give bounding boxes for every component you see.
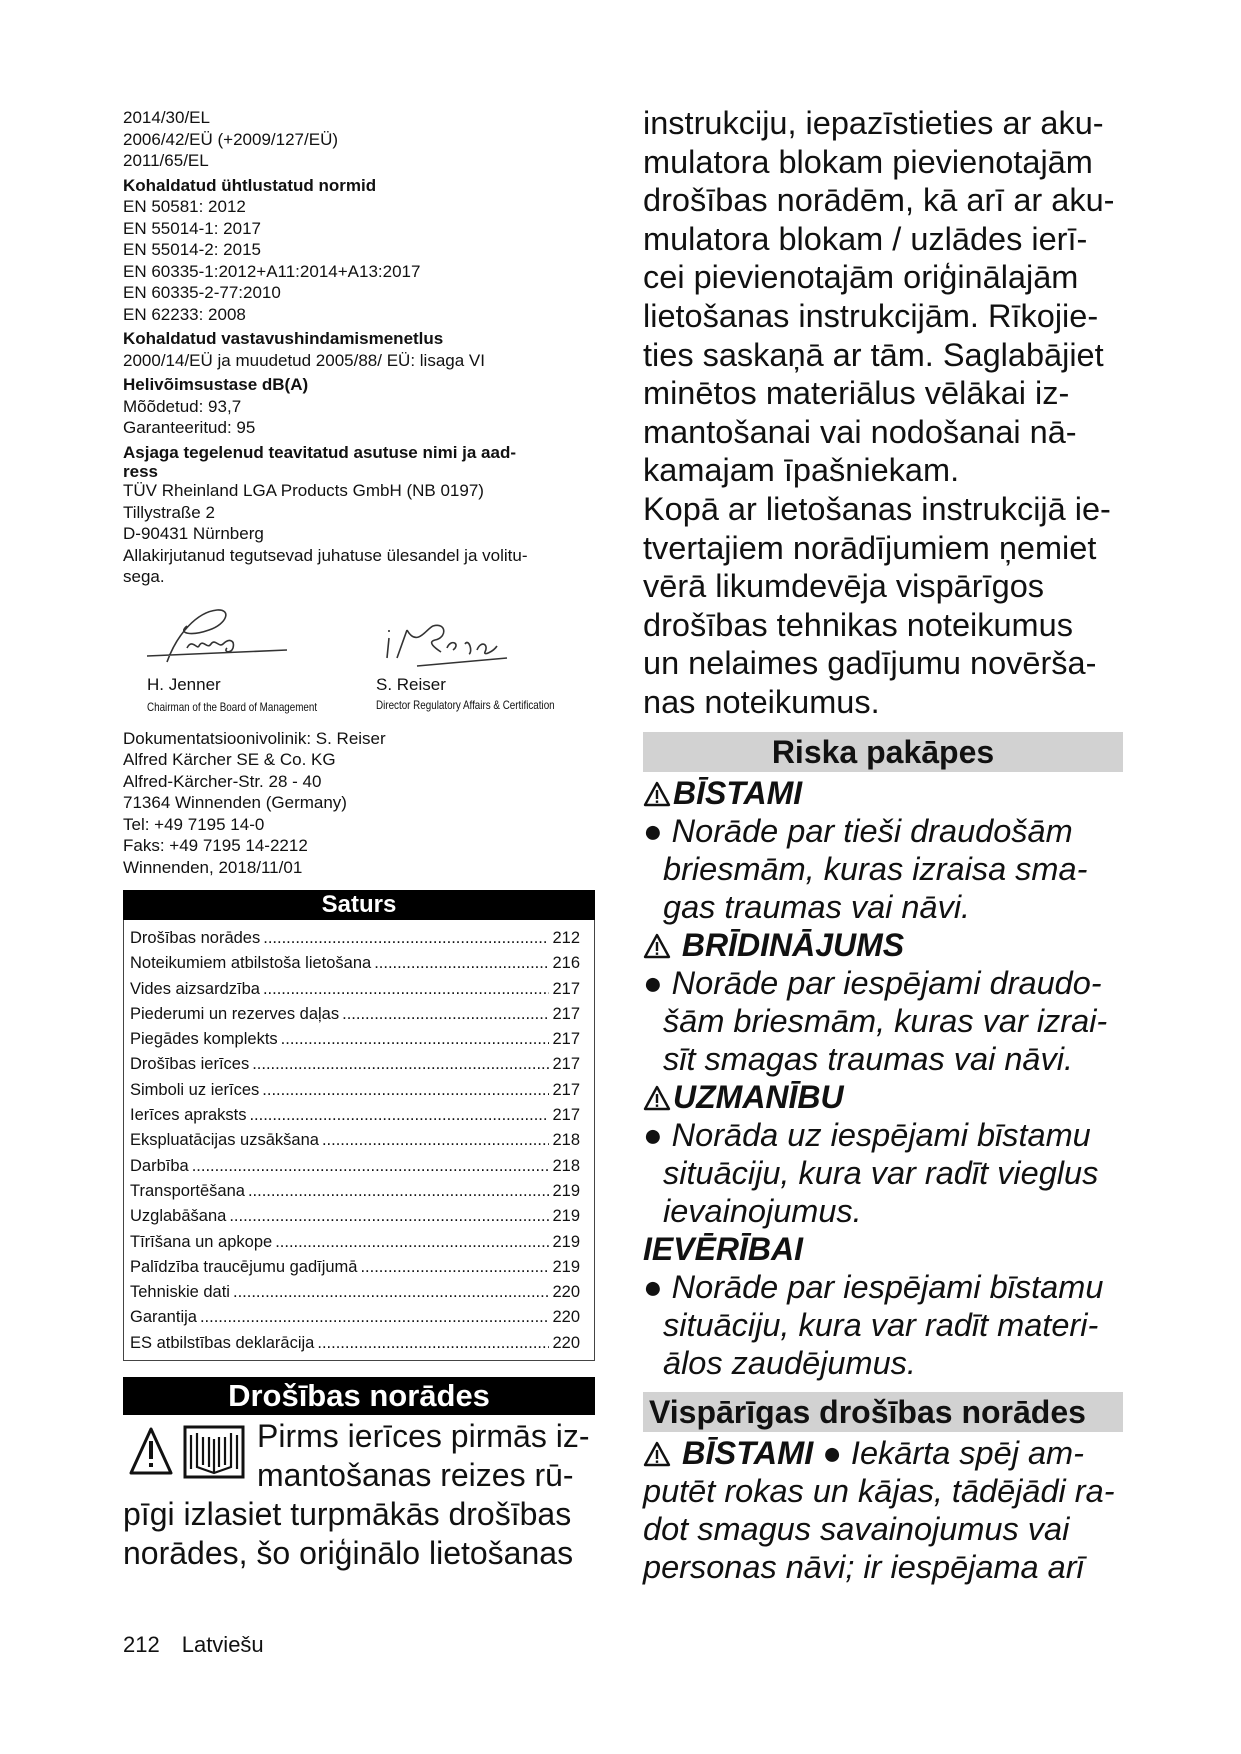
toc-item-title: Simboli uz ierīces [130, 1080, 260, 1099]
toc-item-title: Piederumi un rezerves daļas [130, 1004, 340, 1023]
level-line: gas traumas vai nāvi. [663, 888, 971, 925]
toc-item-title: Noteikumiem atbilstoša lietošana [130, 954, 372, 973]
directive-line: 2014/30/EL [123, 108, 210, 127]
toc-item-title: Drošības norādes [130, 929, 261, 947]
toc-item[interactable] [130, 1052, 580, 1077]
toc-item[interactable] [130, 1204, 580, 1229]
contact-line: Winnenden, 2018/11/01 [123, 857, 303, 877]
toc-item-page: 218 [552, 1156, 580, 1175]
warning-triangle-icon [643, 1441, 671, 1467]
safety-intro-line: norādes, šo oriģinālo lietošanas [123, 1535, 574, 1572]
signatory-name: S. Reiser [376, 674, 446, 694]
toc-item-page: 217 [552, 1055, 580, 1074]
intro-line: lietošanas instrukcijām. Rīkojie- [643, 297, 1099, 334]
intro-line: tvertajiem norādījumiem ņemiet [643, 529, 1097, 566]
norm-line: EN 55014-2: 2015 [123, 240, 261, 259]
norm-line: EN 60335-1:2012+A11:2014+A13:2017 [123, 261, 421, 281]
intro-line: Kopā ar lietošanas instrukcijā ie- [643, 490, 1111, 527]
toc-item-page: 220 [552, 1308, 580, 1327]
directive-line: 2011/65/EL [123, 151, 209, 170]
level-heading [643, 1230, 1133, 1268]
level-line: situāciju, kura var radīt vieglus [663, 1154, 1099, 1191]
contact-line: Dokumentatsioonivolinik: S. Reiser [123, 728, 386, 748]
contact-block [123, 728, 595, 879]
toc-item[interactable] [130, 1331, 580, 1356]
level-heading [643, 1078, 1133, 1116]
toc-item-page: 217 [552, 1004, 580, 1023]
page-number: 212 [123, 1632, 160, 1657]
toc-item[interactable] [130, 1128, 580, 1153]
signature-reiser [377, 608, 517, 674]
level-description [643, 812, 1133, 926]
body-line: D-90431 Nürnberg [123, 524, 264, 543]
noise-measured: Mõõdetud: 93,7 [123, 396, 242, 416]
toc-item[interactable] [130, 1230, 580, 1255]
signatory-name: H. Jenner [147, 674, 221, 694]
level-label: UZMANĪBU [673, 1078, 844, 1115]
toc-item[interactable] [130, 951, 580, 976]
level-line: ● Norāde par iespējami draudo- [643, 964, 1102, 1001]
directives [123, 107, 595, 172]
intro-line: ties saskaņā ar tām. Saglabājiet [643, 336, 1104, 373]
intro-line: drošības norādēm, kā arī ar aku- [643, 182, 1115, 219]
toc-list [123, 920, 595, 1361]
toc-item-page: 212 [552, 929, 580, 947]
general-line: putēt rokas un kājas, tādējādi ra- [643, 1472, 1115, 1509]
level-line: ● Norāda uz iespējami bīstamu [643, 1116, 1091, 1153]
toc-item-title: ES atbilstības deklarācija [130, 1333, 315, 1352]
intro-line: instrukciju, iepazīstieties ar aku- [643, 105, 1104, 141]
general-safety-text [643, 1434, 1133, 1586]
procedure-heading: Kohaldatud vastavushindamismenetlus [123, 329, 444, 348]
notified-body-heading-cont: ress [123, 462, 158, 481]
body-line: Allakirjutanud tegutsevad juhatuse ülesandel ja volitu- [123, 545, 528, 565]
level-line: ievainojumus. [663, 1192, 862, 1229]
notified-body-heading: Asjaga tegelenud teavitatud asutuse nimi ja aad- [123, 442, 516, 462]
toc-item-title: Ekspluatācijas uzsākšana [130, 1131, 319, 1150]
norm-line: EN 60335-2-77:2010 [123, 283, 281, 302]
level-line: ālos zaudējumus. [663, 1344, 916, 1381]
toc-item[interactable] [130, 1103, 580, 1128]
intro-line: cei pievienotajām oriģinālajām [643, 259, 1079, 296]
level-description [643, 1116, 1133, 1230]
toc-item-title: Vides aizsardzība [130, 979, 260, 998]
toc-item-page: 220 [552, 1283, 580, 1302]
contact-line: Alfred Kärcher SE & Co. KG [123, 750, 336, 769]
contact-line: 71364 Winnenden (Germany) [123, 793, 347, 812]
risk-levels-title: Riska pakāpes [643, 732, 1123, 772]
body-line: Tillystraße 2 [123, 502, 215, 522]
toc-item-page: 219 [552, 1207, 580, 1226]
toc-item[interactable] [130, 1305, 580, 1330]
level-line: situāciju, kura var radīt materi- [663, 1306, 1099, 1343]
safety-intro-line: pīgi izlasiet turpmākās drošības [123, 1496, 572, 1533]
safety-intro [123, 1417, 595, 1573]
toc-item-page: 217 [552, 1030, 580, 1049]
level-label: IEVĒRĪBAI [643, 1230, 804, 1267]
page-footer [123, 1632, 286, 1658]
intro-line: drošības tehnikas noteikumus [643, 606, 1073, 643]
level-line: ● Norāde par iespējami bīstamu [643, 1268, 1104, 1305]
toc-item-page: 216 [552, 954, 580, 973]
norm-line: EN 55014-1: 2017 [123, 218, 261, 238]
norm-line: EN 50581: 2012 [123, 197, 246, 216]
warning-read-manual-icon [129, 1425, 251, 1479]
signature-area [123, 604, 595, 724]
toc-item[interactable] [130, 1154, 580, 1179]
intro-line: mantošanai vai nodošanai nā- [643, 413, 1077, 450]
toc-item-title: Tīrīšana un apkope [130, 1232, 273, 1251]
toc-item[interactable] [130, 977, 580, 1002]
toc-item-page: 220 [552, 1333, 580, 1352]
general-safety-title: Vispārīgas drošības norādes [643, 1392, 1123, 1432]
toc-item[interactable] [130, 1078, 580, 1103]
level-heading [643, 774, 1133, 812]
toc-item-page: 219 [552, 1232, 580, 1251]
norms-heading: Kohaldatud ühtlustatud normid [123, 175, 377, 195]
toc-item[interactable] [130, 1255, 580, 1280]
toc-item[interactable] [130, 1179, 580, 1204]
contact-line: Alfred-Kärcher-Str. 28 - 40 [123, 771, 322, 791]
toc-item[interactable] [130, 1002, 580, 1027]
intro-line: vērā likumdevēja vispārīgos [643, 568, 1045, 605]
toc-item-title: Garantija [130, 1308, 197, 1327]
left-column [123, 107, 595, 1573]
toc-item-page: 217 [552, 1106, 580, 1125]
general-line: dot smagus savainojumus vai [643, 1510, 1070, 1547]
contact-line: Faks: +49 7195 14-2212 [123, 836, 308, 855]
signature-jenner [137, 604, 297, 674]
level-label: BRĪDINĀJUMS [681, 926, 905, 963]
intro-line: minētos materiālus vēlākai iz- [643, 375, 1070, 412]
intro-line: mulatora blokam / uzlādes ierī- [643, 220, 1088, 257]
section-title-safety: Drošības norādes [123, 1377, 595, 1415]
warning-triangle-icon [643, 1085, 671, 1111]
noise-guaranteed: Garanteeritud: 95 [123, 418, 256, 437]
toc-item-page: 218 [552, 1131, 580, 1150]
intro-line: nas noteikumus. [643, 683, 880, 720]
intro-text [643, 104, 1133, 722]
toc-item-page: 219 [552, 1257, 580, 1276]
toc-item-page: 217 [552, 979, 580, 998]
body-line: sega. [123, 567, 165, 586]
contact-line: Tel: +49 7195 14-0 [123, 814, 265, 834]
level-heading [643, 926, 1133, 964]
toc-item-title: Tehniskie dati [130, 1283, 230, 1302]
procedure-text: 2000/14/EÜ ja muudetud 2005/88/ EÜ: lisaga VI [123, 350, 485, 370]
toc-item[interactable] [130, 1280, 580, 1305]
signatory-role: Director Regulatory Affairs & Certification [376, 697, 555, 712]
signatory-role: Chairman of the Board of Management [147, 699, 318, 714]
warning-triangle-icon [643, 781, 671, 807]
level-line: sīt smagas traumas vai nāvi. [663, 1040, 1074, 1077]
noise-heading: Helivõimsustase dB(A) [123, 375, 309, 394]
right-column [643, 104, 1133, 1586]
level-description [643, 1268, 1133, 1382]
norm-line: EN 62233: 2008 [123, 304, 246, 324]
toc-item-title: Uzglabāšana [130, 1207, 227, 1226]
toc-title: Saturs [123, 890, 595, 920]
level-line: briesmām, kuras izraisa sma- [663, 850, 1088, 887]
general-line: ● Iekārta spēj am- [813, 1434, 1084, 1471]
body-line: TÜV Rheinland LGA Products GmbH (NB 0197) [123, 481, 484, 500]
toc-item-title: Darbība [130, 1156, 189, 1175]
intro-line: mulatora blokam pievienotajām [643, 143, 1093, 180]
general-label: BĪSTAMI [682, 1434, 814, 1471]
toc-item-title: Piegādes komplekts [130, 1030, 278, 1049]
norms-list [123, 196, 595, 325]
toc-item-title: Ierīces apraksts [130, 1106, 247, 1125]
toc-item-title: Palīdzība traucējumu gadījumā [130, 1257, 358, 1276]
level-line: ● Norāde par tieši draudošām [643, 812, 1073, 849]
level-label: BĪSTAMI [673, 774, 803, 811]
level-line: šām briesmām, kuras var izrai- [663, 1002, 1108, 1039]
toc-item-title: Transportēšana [130, 1181, 245, 1200]
general-line: personas nāvi; ir iespējama arī [643, 1548, 1084, 1585]
toc-item-title: Drošības ierīces [130, 1055, 250, 1074]
intro-line: un nelaimes gadījumu novērša- [643, 645, 1097, 682]
toc-item-page: 219 [552, 1181, 580, 1200]
intro-line: kamajam īpašniekam. [643, 452, 960, 489]
warning-triangle-icon [643, 933, 671, 959]
safety-intro-line: Pirms ierīces pirmās iz- [257, 1418, 590, 1455]
toc-item-page: 217 [552, 1080, 580, 1099]
toc-item[interactable] [130, 1027, 580, 1052]
language-label: Latviešu [181, 1632, 264, 1657]
safety-intro-line: mantošanas reizes rū- [257, 1457, 574, 1494]
directive-line: 2006/42/EÜ (+2009/127/EÜ) [123, 129, 339, 149]
level-description [643, 964, 1133, 1078]
toc-item[interactable] [130, 926, 580, 951]
